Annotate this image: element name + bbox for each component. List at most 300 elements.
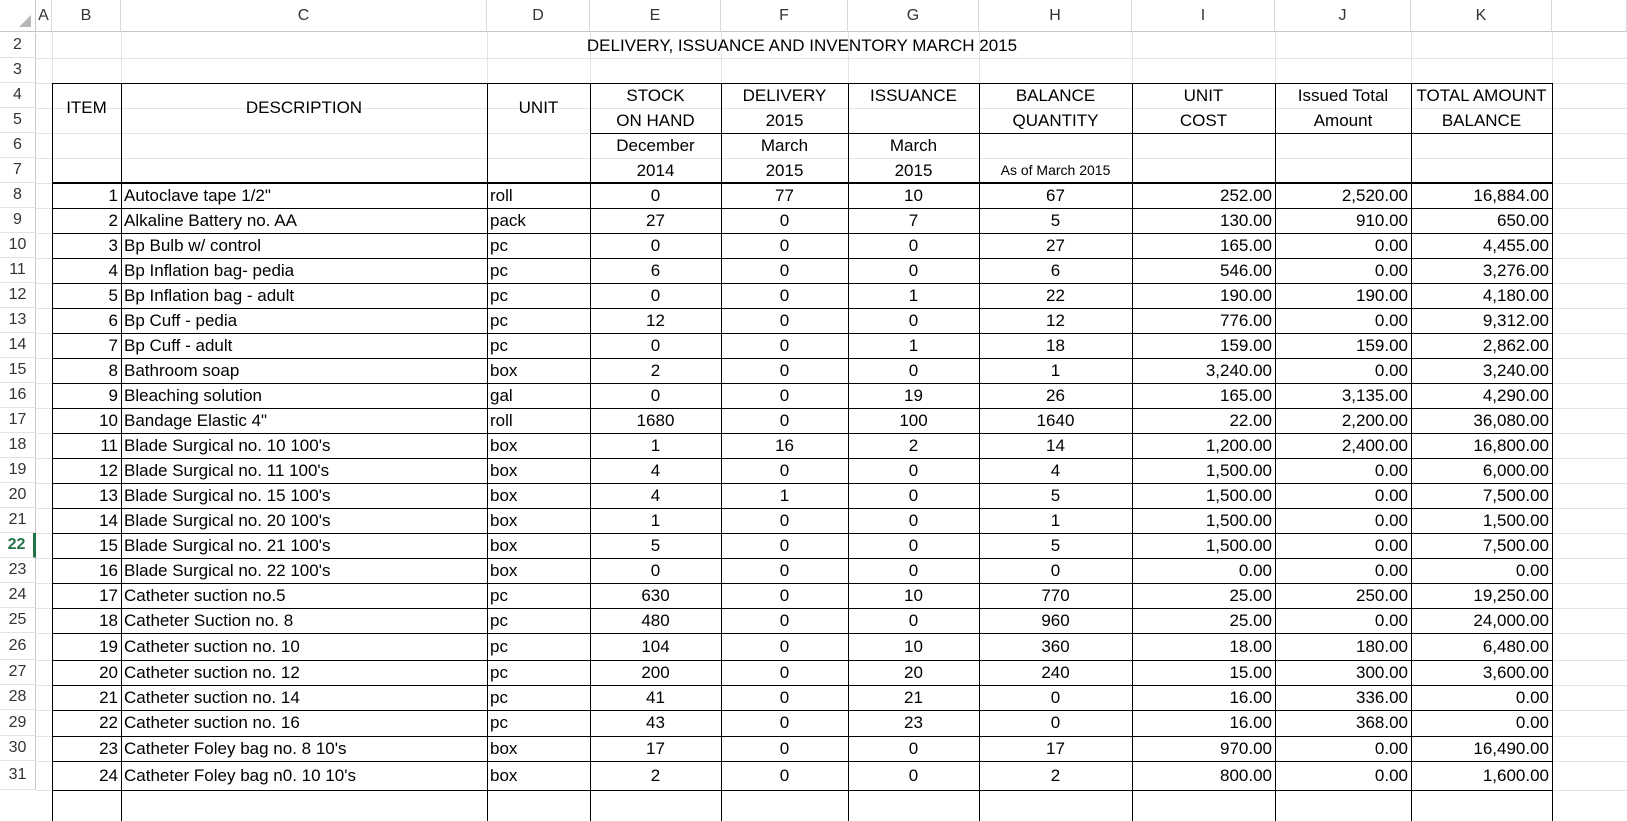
cell-total-balance[interactable]: 0.00 <box>1515 688 1549 707</box>
cell-issued-amount[interactable]: 2,200.00 <box>1341 411 1408 430</box>
cell-delivery[interactable]: 0 <box>779 236 790 255</box>
cell-balance[interactable]: 5 <box>1050 536 1061 555</box>
cell-unit-cost[interactable]: 18.00 <box>1229 637 1272 656</box>
cell-issuance[interactable]: 0 <box>908 739 919 758</box>
cell-unit[interactable]: pc <box>490 261 508 280</box>
cell-item[interactable]: 5 <box>108 286 118 305</box>
cell-item[interactable]: 17 <box>99 586 118 605</box>
cell-balance[interactable]: 2 <box>1050 766 1061 785</box>
cell-total-balance[interactable]: 4,180.00 <box>1482 286 1549 305</box>
cell-stock[interactable]: 41 <box>646 688 665 707</box>
header-unitcost-line2[interactable]: COST <box>1179 111 1228 130</box>
cell-total-balance[interactable]: 16,800.00 <box>1473 436 1549 455</box>
row-header-30[interactable]: 30 <box>0 736 36 761</box>
cell-description[interactable]: Catheter Foley bag no. 8 10's <box>124 739 347 758</box>
cell-total-balance[interactable]: 19,250.00 <box>1473 586 1549 605</box>
column-header-f[interactable]: F <box>721 0 848 32</box>
cell-unit-cost[interactable]: 800.00 <box>1220 766 1272 785</box>
cell-item[interactable]: 22 <box>99 713 118 732</box>
cell-issued-amount[interactable]: 180.00 <box>1356 637 1408 656</box>
cell-balance[interactable]: 1 <box>1050 511 1061 530</box>
cell-delivery[interactable]: 0 <box>779 536 790 555</box>
cell-unit[interactable]: box <box>490 766 518 785</box>
row-header-17[interactable]: 17 <box>0 408 36 433</box>
header-issued-line2[interactable]: Amount <box>1313 111 1373 130</box>
cell-issued-amount[interactable]: 368.00 <box>1356 713 1408 732</box>
cell-item[interactable]: 11 <box>100 436 118 455</box>
header-balance-line1[interactable]: BALANCE <box>1015 86 1096 105</box>
cell-item[interactable]: 24 <box>99 766 118 785</box>
cell-unit[interactable]: pc <box>490 688 508 707</box>
cell-issuance[interactable]: 0 <box>908 236 919 255</box>
cell-issuance[interactable]: 0 <box>908 611 919 630</box>
cell-description[interactable]: Bp Inflation bag- pedia <box>124 261 295 280</box>
cell-unit[interactable]: box <box>490 561 518 580</box>
row-header-19[interactable]: 19 <box>0 458 36 483</box>
cell-unit[interactable]: roll <box>490 186 513 205</box>
cell-description[interactable]: Catheter Foley bag n0. 10 10's <box>124 766 356 785</box>
column-header-k[interactable]: K <box>1411 0 1552 32</box>
cell-total-balance[interactable]: 4,290.00 <box>1482 386 1549 405</box>
cell-stock[interactable]: 0 <box>650 561 661 580</box>
cell-unit[interactable]: gal <box>490 386 513 405</box>
cell-item[interactable]: 13 <box>99 486 118 505</box>
cell-total-balance[interactable]: 6,480.00 <box>1482 637 1549 656</box>
cell-unit[interactable]: pc <box>490 586 508 605</box>
cell-description[interactable]: Alkaline Battery no. AA <box>124 211 297 230</box>
cell-description[interactable]: Bleaching solution <box>124 386 262 405</box>
cell-stock[interactable]: 2 <box>650 361 661 380</box>
cell-total-balance[interactable]: 2,862.00 <box>1482 336 1549 355</box>
cell-stock[interactable]: 12 <box>646 311 665 330</box>
cell-unit-cost[interactable]: 15.00 <box>1229 663 1272 682</box>
cell-description[interactable]: Autoclave tape 1/2" <box>124 186 271 205</box>
cell-total-balance[interactable]: 650.00 <box>1497 211 1549 230</box>
header-issuance-line1[interactable]: ISSUANCE <box>870 86 957 105</box>
cell-issued-amount[interactable]: 0.00 <box>1374 561 1408 580</box>
cell-balance[interactable]: 5 <box>1050 211 1061 230</box>
cell-unit[interactable]: pc <box>490 286 508 305</box>
header-total-line2[interactable]: BALANCE <box>1441 111 1522 130</box>
header-unitcost-line1[interactable]: UNIT <box>1183 86 1224 105</box>
cell-issued-amount[interactable]: 0.00 <box>1374 511 1408 530</box>
header-delivery-line1[interactable]: DELIVERY <box>742 86 827 105</box>
row-header-24[interactable]: 24 <box>0 583 36 608</box>
cell-description[interactable]: Bp Cuff - pedia <box>124 311 238 330</box>
cell-issued-amount[interactable]: 3,135.00 <box>1341 386 1408 405</box>
cell-unit-cost[interactable]: 1,500.00 <box>1205 511 1272 530</box>
row-header-21[interactable]: 21 <box>0 508 36 533</box>
cell-unit-cost[interactable]: 252.00 <box>1220 186 1272 205</box>
cell-stock[interactable]: 200 <box>641 663 670 682</box>
cell-delivery[interactable]: 0 <box>779 688 790 707</box>
cell-unit[interactable]: pc <box>490 336 508 355</box>
header-item[interactable]: ITEM <box>66 98 107 117</box>
row-header-27[interactable]: 27 <box>0 660 36 685</box>
header-issuance-line4[interactable]: 2015 <box>894 161 933 180</box>
cell-stock[interactable]: 17 <box>646 739 665 758</box>
column-header-h[interactable]: H <box>979 0 1132 32</box>
cell-item[interactable]: 4 <box>108 261 118 280</box>
cell-balance[interactable]: 1640 <box>1036 411 1075 430</box>
row-header-20[interactable]: 20 <box>0 483 36 508</box>
cell-issuance[interactable]: 1 <box>908 286 919 305</box>
cell-balance[interactable]: 27 <box>1046 236 1065 255</box>
cell-delivery[interactable]: 0 <box>779 561 790 580</box>
cell-item[interactable]: 1 <box>108 186 118 205</box>
cell-issued-amount[interactable]: 0.00 <box>1374 766 1408 785</box>
cell-delivery[interactable]: 0 <box>779 361 790 380</box>
cell-total-balance[interactable]: 3,600.00 <box>1482 663 1549 682</box>
cell-issuance[interactable]: 0 <box>908 561 919 580</box>
cell-unit[interactable]: pc <box>490 236 508 255</box>
cell-issuance[interactable]: 0 <box>908 311 919 330</box>
cell-issued-amount[interactable]: 0.00 <box>1374 611 1408 630</box>
header-description[interactable]: DESCRIPTION <box>245 98 363 117</box>
cell-stock[interactable]: 1 <box>650 511 661 530</box>
cell-balance[interactable]: 14 <box>1046 436 1065 455</box>
cell-total-balance[interactable]: 24,000.00 <box>1473 611 1549 630</box>
cell-stock[interactable]: 630 <box>641 586 670 605</box>
row-header-9[interactable]: 9 <box>0 208 36 233</box>
row-header-16[interactable]: 16 <box>0 383 36 408</box>
cell-stock[interactable]: 480 <box>641 611 670 630</box>
cell-description[interactable]: Blade Surgical no. 10 100's <box>124 436 331 455</box>
cell-delivery[interactable]: 0 <box>779 739 790 758</box>
cell-balance[interactable]: 770 <box>1041 586 1070 605</box>
cell-description[interactable]: Blade Surgical no. 22 100's <box>124 561 331 580</box>
cell-unit[interactable]: pc <box>490 663 508 682</box>
row-header-28[interactable]: 28 <box>0 685 36 710</box>
header-unit[interactable]: UNIT <box>518 98 559 117</box>
cell-total-balance[interactable]: 0.00 <box>1515 561 1549 580</box>
cell-issuance[interactable]: 20 <box>904 663 923 682</box>
cell-issuance[interactable]: 23 <box>904 713 923 732</box>
row-header-10[interactable]: 10 <box>0 233 36 258</box>
cell-item[interactable]: 12 <box>99 461 118 480</box>
cell-delivery[interactable]: 0 <box>779 766 790 785</box>
cell-unit[interactable]: pc <box>490 611 508 630</box>
cell-unit-cost[interactable]: 16.00 <box>1229 688 1272 707</box>
cell-delivery[interactable]: 0 <box>779 663 790 682</box>
cell-unit-cost[interactable]: 970.00 <box>1220 739 1272 758</box>
row-header-18[interactable]: 18 <box>0 433 36 458</box>
cell-balance[interactable]: 12 <box>1046 311 1065 330</box>
select-all-corner[interactable] <box>0 0 36 32</box>
header-issuance-line3[interactable]: March <box>889 136 938 155</box>
cell-issued-amount[interactable]: 0.00 <box>1374 261 1408 280</box>
header-delivery-line2[interactable]: 2015 <box>765 111 804 130</box>
cell-description[interactable]: Bp Bulb w/ control <box>124 236 262 255</box>
cell-stock[interactable]: 27 <box>646 211 665 230</box>
cell-unit-cost[interactable]: 190.00 <box>1220 286 1272 305</box>
column-header-a[interactable]: A <box>36 0 52 32</box>
row-header-12[interactable]: 12 <box>0 283 36 308</box>
cell-item[interactable]: 23 <box>99 739 118 758</box>
header-stock-line2[interactable]: ON HAND <box>616 111 695 130</box>
cell-stock[interactable]: 4 <box>650 461 661 480</box>
row-header-5[interactable]: 5 <box>0 108 36 133</box>
cell-unit-cost[interactable]: 1,200.00 <box>1205 436 1272 455</box>
cell-issued-amount[interactable]: 250.00 <box>1356 586 1408 605</box>
cell-issued-amount[interactable]: 2,400.00 <box>1341 436 1408 455</box>
cell-stock[interactable]: 0 <box>650 386 661 405</box>
cell-issued-amount[interactable]: 2,520.00 <box>1341 186 1408 205</box>
row-header-29[interactable]: 29 <box>0 710 36 736</box>
cell-delivery[interactable]: 0 <box>779 461 790 480</box>
cell-balance[interactable]: 18 <box>1046 336 1065 355</box>
row-header-14[interactable]: 14 <box>0 333 36 358</box>
cell-issued-amount[interactable]: 0.00 <box>1374 236 1408 255</box>
cell-unit-cost[interactable]: 776.00 <box>1220 311 1272 330</box>
cell-delivery[interactable]: 77 <box>775 186 794 205</box>
cell-unit[interactable]: box <box>490 511 518 530</box>
row-header-23[interactable]: 23 <box>0 558 36 583</box>
cell-unit-cost[interactable]: 25.00 <box>1229 586 1272 605</box>
cell-stock[interactable]: 104 <box>641 637 670 656</box>
header-total-line1[interactable]: TOTAL AMOUNT <box>1416 86 1547 105</box>
cell-description[interactable]: Bathroom soap <box>124 361 240 380</box>
cell-total-balance[interactable]: 1,600.00 <box>1482 766 1549 785</box>
cell-unit[interactable]: box <box>490 739 518 758</box>
row-header-8[interactable]: 8 <box>0 183 36 208</box>
cell-stock[interactable]: 1680 <box>636 411 675 430</box>
cell-balance[interactable]: 1 <box>1050 361 1061 380</box>
cell-unit[interactable]: pack <box>490 211 526 230</box>
cell-delivery[interactable]: 0 <box>779 586 790 605</box>
cell-description[interactable]: Catheter suction no. 12 <box>124 663 300 682</box>
cell-item[interactable]: 18 <box>99 611 118 630</box>
cell-item[interactable]: 8 <box>108 361 118 380</box>
cell-issued-amount[interactable]: 190.00 <box>1356 286 1408 305</box>
row-header-4[interactable]: 4 <box>0 83 36 108</box>
cell-issuance[interactable]: 0 <box>908 536 919 555</box>
cell-stock[interactable]: 43 <box>646 713 665 732</box>
cell-total-balance[interactable]: 3,240.00 <box>1482 361 1549 380</box>
row-header-3[interactable]: 3 <box>0 58 36 83</box>
cell-item[interactable]: 15 <box>99 536 118 555</box>
cell-item[interactable]: 10 <box>99 411 118 430</box>
cell-issued-amount[interactable]: 0.00 <box>1374 486 1408 505</box>
row-header-31[interactable]: 31 <box>0 761 36 790</box>
cell-issued-amount[interactable]: 910.00 <box>1356 211 1408 230</box>
cell-stock[interactable]: 4 <box>650 486 661 505</box>
cell-unit-cost[interactable]: 165.00 <box>1220 386 1272 405</box>
cell-unit-cost[interactable]: 0.00 <box>1238 561 1272 580</box>
cell-item[interactable]: 14 <box>99 511 118 530</box>
cell-unit-cost[interactable]: 22.00 <box>1229 411 1272 430</box>
cell-issuance[interactable]: 0 <box>908 461 919 480</box>
cell-stock[interactable]: 0 <box>650 186 661 205</box>
cell-issued-amount[interactable]: 0.00 <box>1374 361 1408 380</box>
cell-balance[interactable]: 960 <box>1041 611 1070 630</box>
cell-issuance[interactable]: 0 <box>908 511 919 530</box>
cell-balance[interactable]: 0 <box>1050 713 1061 732</box>
cell-unit-cost[interactable]: 25.00 <box>1229 611 1272 630</box>
cell-issued-amount[interactable]: 300.00 <box>1356 663 1408 682</box>
cell-delivery[interactable]: 16 <box>775 436 794 455</box>
cell-delivery[interactable]: 0 <box>779 211 790 230</box>
cell-description[interactable]: Bp Inflation bag - adult <box>124 286 295 305</box>
column-header-g[interactable]: G <box>848 0 979 32</box>
header-delivery-line3[interactable]: March <box>760 136 809 155</box>
cell-unit-cost[interactable]: 1,500.00 <box>1205 461 1272 480</box>
cell-balance[interactable]: 67 <box>1046 186 1065 205</box>
cell-unit[interactable]: box <box>490 436 518 455</box>
cell-delivery[interactable]: 0 <box>779 336 790 355</box>
cell-issuance[interactable]: 21 <box>904 688 923 707</box>
cell-total-balance[interactable]: 36,080.00 <box>1473 411 1549 430</box>
cell-issuance[interactable]: 0 <box>908 361 919 380</box>
cell-balance[interactable]: 22 <box>1046 286 1065 305</box>
cell-delivery[interactable]: 0 <box>779 611 790 630</box>
cell-balance[interactable]: 4 <box>1050 461 1061 480</box>
cell-item[interactable]: 7 <box>108 336 118 355</box>
cell-unit[interactable]: box <box>490 361 518 380</box>
cell-issued-amount[interactable]: 0.00 <box>1374 461 1408 480</box>
row-header-2[interactable]: 2 <box>0 33 36 58</box>
cell-unit[interactable]: pc <box>490 713 508 732</box>
header-delivery-line4[interactable]: 2015 <box>765 161 804 180</box>
cell-item[interactable]: 3 <box>108 236 118 255</box>
cell-unit[interactable]: box <box>490 461 518 480</box>
cell-total-balance[interactable]: 9,312.00 <box>1482 311 1549 330</box>
cell-item[interactable]: 19 <box>99 637 118 656</box>
cell-item[interactable]: 20 <box>99 663 118 682</box>
cell-issuance[interactable]: 2 <box>908 436 919 455</box>
cell-delivery[interactable]: 0 <box>779 637 790 656</box>
cell-description[interactable]: Bp Cuff - adult <box>124 336 233 355</box>
header-balance-line2[interactable]: QUANTITY <box>1012 111 1099 130</box>
cell-issuance[interactable]: 10 <box>904 637 923 656</box>
cell-stock[interactable]: 2 <box>650 766 661 785</box>
cell-issuance[interactable]: 19 <box>904 386 923 405</box>
header-balance-asof[interactable]: As of March 2015 <box>1000 162 1111 178</box>
cell-unit[interactable]: roll <box>490 411 513 430</box>
row-header-11[interactable]: 11 <box>0 258 36 283</box>
cell-unit-cost[interactable]: 165.00 <box>1220 236 1272 255</box>
cell-balance[interactable]: 0 <box>1050 561 1061 580</box>
row-header-22[interactable]: 22 <box>0 533 36 558</box>
cell-total-balance[interactable]: 16,884.00 <box>1473 186 1549 205</box>
cell-balance[interactable]: 5 <box>1050 486 1061 505</box>
cell-unit-cost[interactable]: 546.00 <box>1220 261 1272 280</box>
cell-stock[interactable]: 6 <box>650 261 661 280</box>
cell-total-balance[interactable]: 1,500.00 <box>1482 511 1549 530</box>
row-header-26[interactable]: 26 <box>0 633 36 660</box>
cell-issued-amount[interactable]: 159.00 <box>1356 336 1408 355</box>
cell-balance[interactable]: 17 <box>1046 739 1065 758</box>
cell-description[interactable]: Catheter suction no. 10 <box>124 637 300 656</box>
cell-total-balance[interactable]: 6,000.00 <box>1482 461 1549 480</box>
cell-unit-cost[interactable]: 1,500.00 <box>1205 486 1272 505</box>
header-stock-line4[interactable]: 2014 <box>636 161 675 180</box>
cell-issuance[interactable]: 7 <box>908 211 919 230</box>
sheet-title[interactable]: DELIVERY, ISSUANCE AND INVENTORY MARCH 2015 <box>586 36 1018 55</box>
header-issued-line1[interactable]: Issued Total <box>1297 86 1389 105</box>
cell-delivery[interactable]: 0 <box>779 411 790 430</box>
cell-total-balance[interactable]: 4,455.00 <box>1482 236 1549 255</box>
cell-stock[interactable]: 0 <box>650 236 661 255</box>
cell-delivery[interactable]: 0 <box>779 311 790 330</box>
row-header-25[interactable]: 25 <box>0 608 36 633</box>
cell-balance[interactable]: 0 <box>1050 688 1061 707</box>
cell-issuance[interactable]: 0 <box>908 766 919 785</box>
cell-delivery[interactable]: 0 <box>779 386 790 405</box>
cell-issued-amount[interactable]: 336.00 <box>1356 688 1408 707</box>
cell-description[interactable]: Blade Surgical no. 11 100's <box>124 461 330 480</box>
cell-stock[interactable]: 0 <box>650 286 661 305</box>
cell-description[interactable]: Blade Surgical no. 21 100's <box>124 536 331 555</box>
cell-delivery[interactable]: 0 <box>779 511 790 530</box>
column-header-j[interactable]: J <box>1275 0 1411 32</box>
row-header-7[interactable]: 7 <box>0 158 36 183</box>
cell-description[interactable]: Catheter suction no. 16 <box>124 713 300 732</box>
cell-description[interactable]: Blade Surgical no. 20 100's <box>124 511 331 530</box>
cell-delivery[interactable]: 0 <box>779 713 790 732</box>
cell-issuance[interactable]: 100 <box>899 411 928 430</box>
header-stock-line1[interactable]: STOCK <box>626 86 685 105</box>
row-header-13[interactable]: 13 <box>0 308 36 333</box>
cell-issuance[interactable]: 0 <box>908 486 919 505</box>
cell-item[interactable]: 21 <box>99 688 118 707</box>
cell-issued-amount[interactable]: 0.00 <box>1374 311 1408 330</box>
cell-stock[interactable]: 0 <box>650 336 661 355</box>
cell-description[interactable]: Bandage Elastic 4" <box>124 411 268 430</box>
cell-total-balance[interactable]: 7,500.00 <box>1482 486 1549 505</box>
cell-unit[interactable]: pc <box>490 637 508 656</box>
cell-unit-cost[interactable]: 1,500.00 <box>1205 536 1272 555</box>
cell-balance[interactable]: 26 <box>1046 386 1065 405</box>
cell-unit[interactable]: pc <box>490 311 508 330</box>
cell-total-balance[interactable]: 16,490.00 <box>1473 739 1549 758</box>
cell-issued-amount[interactable]: 0.00 <box>1374 739 1408 758</box>
column-header-c[interactable]: C <box>121 0 487 32</box>
column-header-b[interactable]: B <box>52 0 121 32</box>
cell-total-balance[interactable]: 7,500.00 <box>1482 536 1549 555</box>
cell-issuance[interactable]: 10 <box>904 186 923 205</box>
row-header-15[interactable]: 15 <box>0 358 36 383</box>
cell-delivery[interactable]: 1 <box>779 486 790 505</box>
cell-delivery[interactable]: 0 <box>779 286 790 305</box>
cell-issued-amount[interactable]: 0.00 <box>1374 536 1408 555</box>
cell-total-balance[interactable]: 0.00 <box>1515 713 1549 732</box>
cell-unit-cost[interactable]: 159.00 <box>1220 336 1272 355</box>
cell-unit-cost[interactable]: 3,240.00 <box>1205 361 1272 380</box>
row-header-6[interactable]: 6 <box>0 133 36 158</box>
column-header-d[interactable]: D <box>487 0 590 32</box>
cell-stock[interactable]: 5 <box>650 536 661 555</box>
cell-unit-cost[interactable]: 16.00 <box>1229 713 1272 732</box>
header-stock-line3[interactable]: December <box>616 136 695 155</box>
column-header-i[interactable]: I <box>1132 0 1275 32</box>
cell-description[interactable]: Catheter suction no.5 <box>124 586 286 605</box>
cell-balance[interactable]: 6 <box>1050 261 1061 280</box>
cell-description[interactable]: Blade Surgical no. 15 100's <box>124 486 331 505</box>
column-header-e[interactable]: E <box>590 0 721 32</box>
cell-description[interactable]: Catheter Suction no. 8 <box>124 611 294 630</box>
cell-balance[interactable]: 360 <box>1041 637 1070 656</box>
cell-issuance[interactable]: 1 <box>908 336 919 355</box>
cell-total-balance[interactable]: 3,276.00 <box>1482 261 1549 280</box>
cell-balance[interactable]: 240 <box>1041 663 1070 682</box>
cell-unit[interactable]: box <box>490 486 518 505</box>
cell-unit[interactable]: box <box>490 536 518 555</box>
cell-issuance[interactable]: 10 <box>904 586 923 605</box>
cell-description[interactable]: Catheter suction no. 14 <box>124 688 300 707</box>
cell-item[interactable]: 2 <box>108 211 118 230</box>
cell-item[interactable]: 6 <box>108 311 118 330</box>
